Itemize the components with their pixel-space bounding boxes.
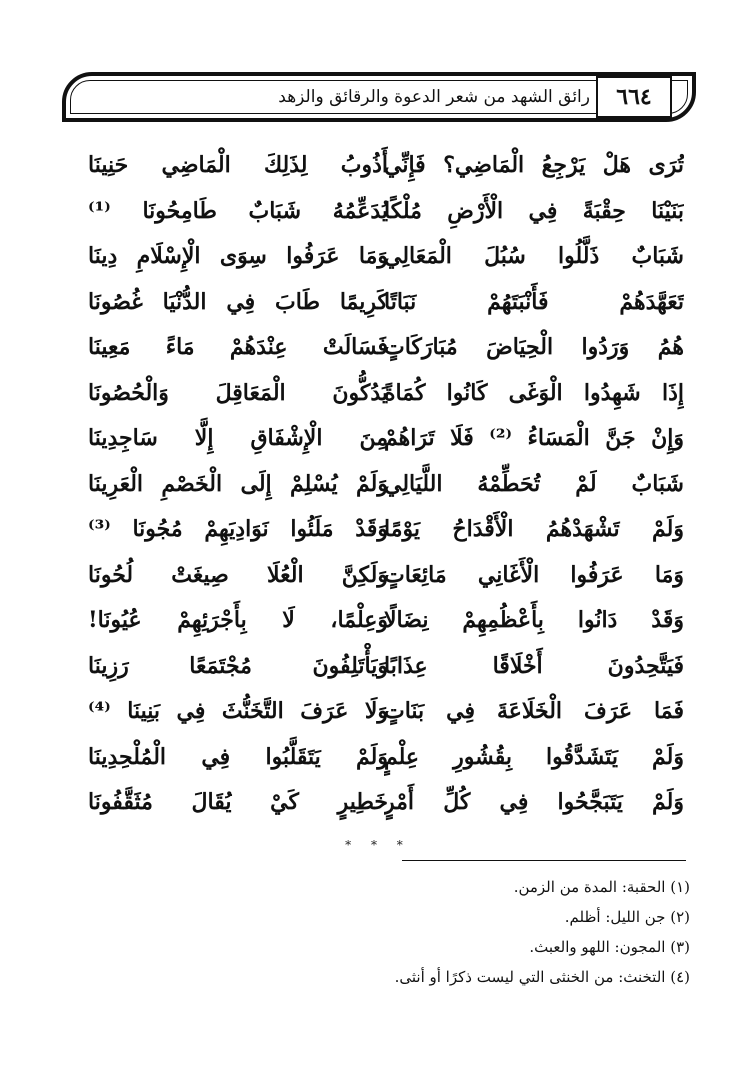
second-hemistich: وَمَا عَرَفُوا سِوَى الْإِسْلَامِ دِينَا xyxy=(88,243,388,269)
verse-line xyxy=(0,324,756,370)
first-hemistich: هُمُ وَرَدُوا الْحِيَاضَ مُبَارَكَاتٍ xyxy=(384,334,684,360)
second-hemistich: وَيَأْتَلِفُونَ مُجْتَمَعًا رَزِينَا xyxy=(88,652,388,679)
second-hemistich: وَعِلْمًا، لَا بِأَجْرَئِهِمْ عُيُونَا! xyxy=(88,607,388,633)
footnotes xyxy=(70,872,690,992)
footnote: (١) الحقبة: المدة من الزمن. xyxy=(513,878,690,896)
verse-line xyxy=(0,643,756,689)
verse-line xyxy=(0,734,756,780)
second-hemistich: يَدُكُّونَ الْمَعَاقِلَ وَالْحُصُونَا xyxy=(88,379,388,406)
running-title: رائق الشهد من شعر الدعوة والرقائق والزهد xyxy=(278,87,590,107)
second-hemistich: يُدَعِّمُهُ شَبَابٌ طَامِحُونَا ⁽¹⁾ xyxy=(88,197,388,224)
second-hemistich: مِنَ الْإِشْفَاقِ إِلَّا سَاجِدِينَا xyxy=(88,425,388,451)
first-hemistich: فَيَتَّحِدُونَ أَخْلَاقًا عِذَابًا xyxy=(384,652,684,679)
second-hemistich: كَرِيمًا طَابَ فِي الدُّنْيَا غُصُونَا xyxy=(88,288,388,315)
second-hemistich: وَقَدْ مَلَئُوا نَوَادِيَهِمْ مُجُونَا ⁽³⁾ xyxy=(88,516,388,542)
second-hemistich: وَلَمْ يَتَقَلَّبُوا فِي الْمُلْحِدِينَا xyxy=(88,743,388,770)
first-hemistich: وَمَا عَرَفُوا الْأَغَانِي مَائِعَاتٍ xyxy=(384,561,684,588)
second-hemistich: وَلَا عَرَفَ التَّخَنُّثَ فِي بَنِينَا ⁽⁴⁾ xyxy=(88,698,388,724)
section-separator: * * * xyxy=(345,838,411,852)
verse-line xyxy=(0,779,756,825)
first-hemistich: تَعَهَّدَهُمْ فَأَنْبَتَهُمْ نَبَاتًا xyxy=(384,288,684,315)
footnote-rule xyxy=(402,860,686,861)
second-hemistich: أَذُوبُ لِذَلِكَ الْمَاضِي حَنِينَا xyxy=(88,152,388,178)
verse-line xyxy=(0,415,756,461)
first-hemistich: وَقَدْ دَانُوا بِأَعْظُمِهِمْ نِضَالًا xyxy=(384,607,684,633)
verse-line xyxy=(0,552,756,598)
verse-line xyxy=(0,279,756,325)
first-hemistich: شَبَابٌ لَمْ تُحَطِّمْهُ اللَّيَالِي xyxy=(384,470,684,497)
second-hemistich: خَطِيرٍ كَيْ يُقَالَ مُثَقَّفُونَا xyxy=(88,789,388,815)
verse-line xyxy=(0,461,756,507)
first-hemistich: تُرَى هَلْ يَرْجِعُ الْمَاضِي؟ فَإِنِّي xyxy=(384,152,684,178)
verse-line xyxy=(0,370,756,416)
verse-line xyxy=(0,142,756,188)
first-hemistich: إِذَا شَهِدُوا الْوَغَى كَانُوا كُمَاةً xyxy=(384,379,684,406)
first-hemistich: شَبَابٌ ذَلَّلُوا سُبُلَ الْمَعَالِي xyxy=(384,243,684,269)
second-hemistich: وَلَمْ يُسْلِمْ إِلَى الْخَصْمِ الْعَرِينَا xyxy=(88,470,388,497)
footnote: (٣) المجون: اللهو والعبث. xyxy=(529,938,690,956)
second-hemistich: وَلَكِنَّ الْعُلَا صِيغَتْ لُحُونَا xyxy=(88,561,388,588)
verse-line xyxy=(0,506,756,552)
verse-line xyxy=(0,597,756,643)
footnote: (٢) جن الليل: أظلم. xyxy=(564,908,690,926)
first-hemistich: وَلَمْ يَتَبَجَّحُوا فِي كُلِّ أَمْرٍ xyxy=(384,789,684,815)
page-number: ٦٦٤ xyxy=(596,76,672,118)
verse-line xyxy=(0,233,756,279)
first-hemistich: وَلَمْ تَشْهَدْهُمُ الْأَقْدَاحُ يَوْمًا xyxy=(384,516,684,542)
first-hemistich: فَمَا عَرَفَ الْخَلَاعَةَ فِي بَنَاتٍ xyxy=(384,698,684,724)
verse-line xyxy=(0,188,756,234)
footnote: (٤) التخنث: من الخنثى التي ليست ذكرًا أو أنثى. xyxy=(394,968,690,986)
first-hemistich: بَنَيْنَا حِقْبَةً فِي الْأَرْضِ مُلْكًا xyxy=(384,197,684,224)
first-hemistich: وَلَمْ يَتَشَدَّقُوا بِقُشُورِ عِلْمٍ xyxy=(384,743,684,770)
second-hemistich: فَسَالَتْ عِنْدَهُمْ مَاءً مَعِينَا xyxy=(88,334,388,360)
first-hemistich: وَإِنْ جَنَّ الْمَسَاءُ ⁽²⁾ فَلَا تَرَاهُمْ xyxy=(384,425,684,451)
verse-line xyxy=(0,688,756,734)
